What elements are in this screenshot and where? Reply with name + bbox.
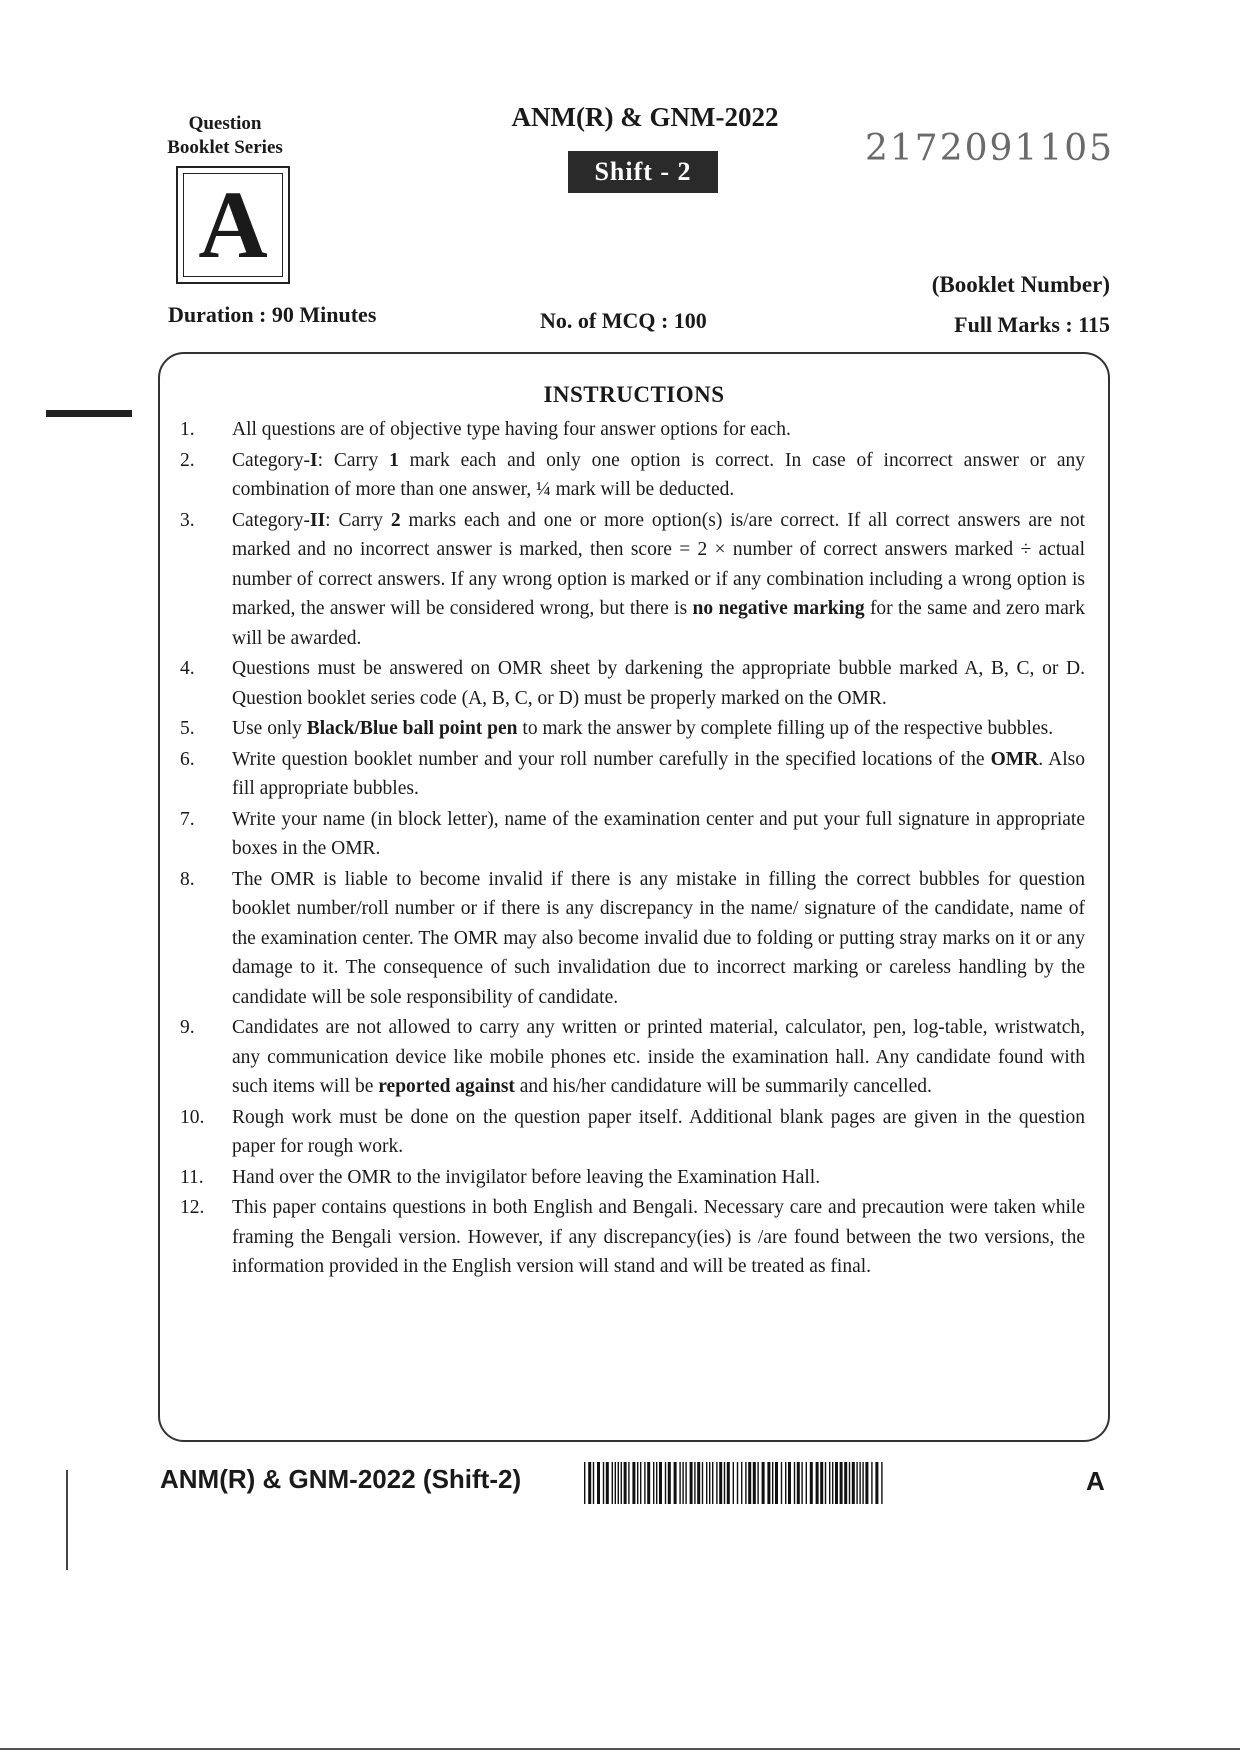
- shift-badge: Shift - 2: [568, 151, 718, 193]
- instruction-item: [180, 1163, 1085, 1193]
- instruction-text-segment: 2: [390, 509, 401, 531]
- instruction-text-segment: Questions must be answered on OMR sheet by darkening the appropriate bubble marked A, B, C, or D. Question booklet series code (A, B, C, or D) must be properly marked on the OMR.: [232, 658, 1085, 709]
- instruction-number: 8.: [180, 868, 195, 890]
- instruction-item: [180, 1193, 1085, 1282]
- instruction-text-segment: . Also fill appropriate bubbles.: [232, 748, 1085, 799]
- series-code: A: [183, 173, 283, 277]
- instruction-number: 7.: [180, 808, 195, 830]
- instruction-text-segment: reported against: [378, 1076, 515, 1097]
- instruction-text-segment: and his/her candidature will be summarily cancelled.: [514, 1076, 932, 1097]
- instruction-text-segment: mark each and only one option is correct. In case of incorrect answer or any combination of more than one answer, ¼ mark will be deducted.: [232, 449, 1085, 500]
- instruction-text: [232, 506, 1085, 654]
- scan-side-line: [66, 1470, 68, 1570]
- instruction-text-segment: Category-: [232, 449, 310, 471]
- instruction-text: [232, 1193, 1085, 1282]
- instruction-text-segment: Black/Blue ball point pen: [306, 718, 518, 739]
- instruction-text-segment: The OMR is liable to become invalid if there is any mistake in filling the correct bubbles for question booklet number/roll number or if there is any discrepancy in the name/ signature of the candidate, name of the examination center. The OMR may also become invalid due to folding or putting stray marks on it or any damage to it. The consequence of such invalidation due to incorrect marking or careless handling by the candidate will be sole responsibility of candidate.: [232, 868, 1085, 1008]
- instruction-item: [180, 415, 1085, 445]
- instruction-number: 1.: [180, 419, 195, 440]
- instruction-text: [232, 1163, 1085, 1193]
- instruction-text-segment: I: [309, 449, 318, 471]
- instruction-text-segment: Hand over the OMR to the invigilator before leaving the Examination Hall.: [232, 1166, 821, 1188]
- scan-bottom-rule: [0, 1748, 1240, 1750]
- instruction-text-segment: Write your name (in block letter), name of the examination center and put your full signature in appropriate boxes in the OMR.: [232, 808, 1085, 859]
- instruction-number: 2.: [180, 449, 195, 471]
- instruction-text-segment: : Carry: [325, 509, 391, 531]
- duration: Duration : 90 Minutes: [168, 302, 377, 327]
- instruction-text-segment: Use only: [232, 718, 307, 739]
- instruction-text-segment: This paper contains questions in both English and Bengali. Necessary care and precaution were taken while framing the Bengali version. However, if any discrepancy(ies) is /are found between the two versions, the information provided in the English version will stand and will be treated as final.: [232, 1197, 1085, 1277]
- footer-series-code: A: [1086, 1466, 1105, 1496]
- instruction-item: [180, 1013, 1085, 1102]
- instruction-text: [232, 805, 1085, 864]
- booklet-number: 2172091105: [865, 128, 1115, 169]
- series-label: [150, 112, 300, 160]
- instruction-text-segment: : Carry: [317, 449, 390, 471]
- instruction-number: 3.: [180, 509, 195, 531]
- instruction-text: [232, 745, 1085, 804]
- instruction-text-segment: for the same and zero mark will be awarded.: [232, 598, 1086, 649]
- instruction-text: [232, 1103, 1085, 1162]
- instruction-number: 5.: [180, 718, 195, 739]
- instruction-text-segment: Rough work must be done on the question paper itself. Additional blank pages are given in the question paper for rough work.: [232, 1106, 1085, 1157]
- instruction-item: [180, 745, 1085, 804]
- instructions-list: [180, 415, 1085, 1283]
- instruction-text-segment: OMR: [990, 748, 1039, 770]
- instruction-text-segment: Candidates are not allowed to carry any written or printed material, calculator, pen, log-table, wristwatch, any communication device like mobile phones etc. inside the examination hall. Any candidate found with such items will be: [232, 1017, 1085, 1097]
- instruction-number: 9.: [180, 1017, 195, 1038]
- series-label-line1: Question: [188, 113, 262, 134]
- footer-title: ANM(R) & GNM-2022 (Shift-2): [160, 1464, 522, 1494]
- instruction-text-segment: to mark the answer by complete filling up of the respective bubbles.: [517, 718, 1054, 739]
- instruction-item: [180, 506, 1085, 654]
- instruction-number: 10.: [180, 1106, 205, 1128]
- instruction-number: 12.: [180, 1197, 205, 1218]
- series-code-box: [176, 166, 290, 284]
- instruction-text-segment: 1: [389, 449, 399, 471]
- instruction-text-segment: marks each and one or more option(s) is/are correct. If all correct answers are not marked and no incorrect answer is marked, then score = 2 × number of correct answers marked ÷ actual number of correct answers. If any wrong option is marked or if any combination including a wrong option is marked, the answer will be considered wrong, but there is: [232, 509, 1085, 619]
- instructions-title: INSTRUCTIONS: [543, 382, 725, 407]
- instruction-text: [232, 446, 1085, 505]
- full-marks: Full Marks : 115: [954, 312, 1110, 337]
- instruction-number: 4.: [180, 658, 195, 679]
- instruction-item: [180, 1103, 1085, 1162]
- barcode-icon: [584, 1462, 886, 1504]
- instruction-text: [232, 865, 1085, 1013]
- instruction-text-segment: II: [309, 509, 326, 531]
- instruction-item: [180, 714, 1085, 744]
- instruction-text-segment: Category-: [232, 509, 310, 531]
- instruction-text: [232, 1013, 1085, 1102]
- series-label-line2: Booklet Series: [167, 137, 283, 158]
- instruction-number: 6.: [180, 748, 195, 770]
- instruction-item: [180, 446, 1085, 505]
- instruction-item: [180, 654, 1085, 713]
- booklet-number-label: (Booklet Number): [931, 272, 1110, 297]
- instruction-text-segment: Write question booklet number and your roll number carefully in the specified locations of the: [232, 748, 991, 770]
- instruction-item: [180, 865, 1085, 1013]
- instruction-text: [232, 714, 1085, 744]
- instruction-text: [232, 654, 1085, 713]
- instruction-text-segment: All questions are of objective type having four answer options for each.: [232, 419, 791, 440]
- instruction-number: 11.: [180, 1166, 204, 1188]
- instruction-text: [232, 415, 1085, 445]
- exam-title: ANM(R) & GNM-2022: [511, 102, 779, 132]
- instruction-text-segment: no negative marking: [692, 598, 865, 619]
- instruction-item: [180, 805, 1085, 864]
- mcq-count: No. of MCQ : 100: [540, 308, 707, 333]
- scan-mark: [46, 410, 132, 417]
